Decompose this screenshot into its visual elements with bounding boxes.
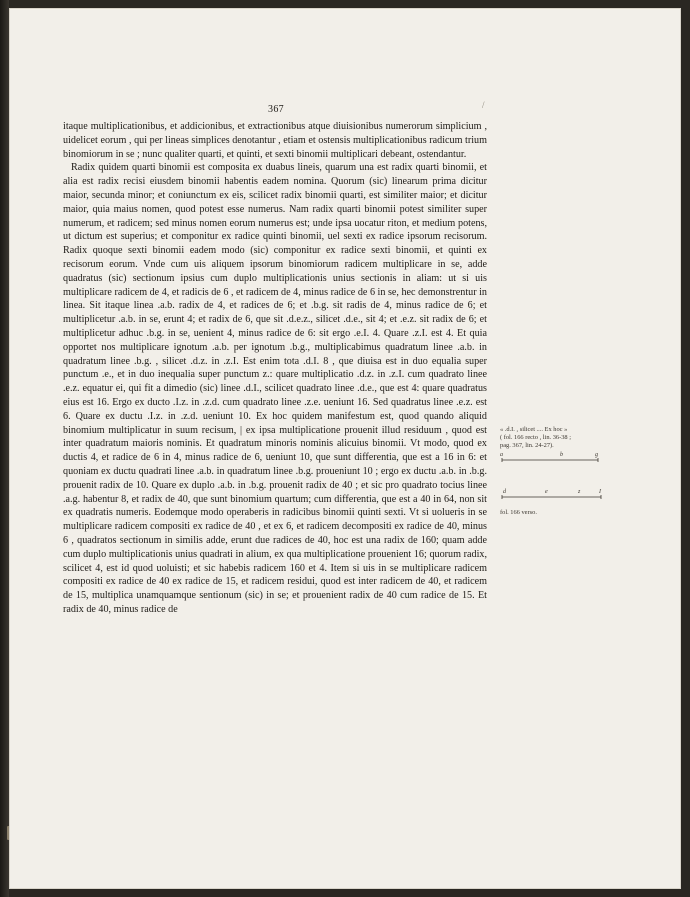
book-binding [0,0,9,897]
margin-note-reference [500,426,604,450]
figure-label-g: g [595,452,598,458]
margin-note-line-3: pag. 367, lin. 24-27). [500,442,554,449]
margin-note-line-2: ( fol. 166 recto , lin. 36-38 ; [500,434,571,441]
figure-label-z: z [578,489,581,495]
margin-note-line-1: « .d.I. , silicet .... Ex hoc » [500,426,568,433]
paragraph-1: itaque multiplicationibus, et addicionibus, et extractionibus atque diuisionibus numerorum simplicium , uidelicet eorum , qui per lineas simplices denotantur , etiam et ostensis multiplicationibus radicum trium binomiorum in se ; nunc qualiter quarti, et quinti, et sexti binomii multiplicari debeant, ostendantur. [63,121,487,160]
figure-label-e: e [545,489,548,495]
main-text-column [63,120,487,617]
paragraph-2: Radix quidem quarti binomii est composita ex duabus lineis, quarum una est radix quarti binomii, et alia est radix recisi eiusdem binomii habentis eadem nomina. Quorum (sic) linearum prima dicitur maior, secunda minor; et coniunctum ex eis, scilicet radix binomii quarti, est similiter maior; et dicitur maior, quia maius nomen, quod potest esse numerus. Nam radix quarti binomii potest similiter super numerum, et radicem; sed minus nomen eorum numerus est; unde ipsa uocatur riton, et medium potens, ut dictum est superius; et componitur ex radice quinti binomii, uel sexti ex radice ipsorum recisorum. Radix quoque sexti binomii eadem modo (sic) componitur ex radice sexti binomii, et quinti ex recisorum eorum. Vnde cum uis aliquem ipsorum binomiorum radicem multiplicare in se, adde quadratus (sic) sectionum ipsius cum duplo multiplicationis unius sectionis in aliam: ut si uis multiplicare radicem de 4, et radicis de 6 , et radicem de 4, minus radice de 6 in se, hec demonstrentur in linea. Sit itaque linea .a.b. radix de 4, et radices de 6; et .b.g. sit radis de 4, minus radice de 6; et multiplicetur .a.b. in se, erunt 4; et radix de 6, que sit .d.e.z., silicet .d.e., sit 4; et .e.z. sit radix de 6; et multiplicetur adhuc .b.g. in se, uenient 4, minus radice de 6: sit ergo .e.I. 4. Quare .z.I. est 4. Et quia opportet nos multiplicare ignotum .a.b. per ignotum .b.g., multiplicabimus quadratum linee .a.b. in quadratum linee .b.g. , silicet .d.z. in .z.I. Est enim tota .d.I. 8 , que diuisa est in duo equalia super punctum .e., et in duo inequalia super punctum z.: quare multiplicatio .d.z. in .z.I. cum quadrato linee .e.z. equatur ei, qui fit a dimedio (sic) linee .d.I., scilicet quadrato linee .d.e., que est 4: quare quadratus eius est 16. Ergo ex ducto .I.z. in .z.d. cum quadrato linee .z.e. ueniunt 16. Sed quadratus linee .e.z. est 6. Quare ex ductu .I.z. in .z.d. ueniunt 10. Ex hoc quidem manifestum est, quod quando aliquid binomium multiplicatur in suum recisum, | ex ipsa multiplicatione prouenit illud residuum , quod est inter quadratum maioris nominis. Et quadratum minoris nominis alicuius binomii. Vt modo, quod ex ductis 4, et radice de 6 in 4, minus radice de 6, ueniunt 10, que sunt differentia, que est a 16 in 6: et quoniam ex ductu quadrati linee .a.b. in quadratum linee .b.g. proueniunt 10 ; ergo ex ductu .a.b. in .b.g. prouenit radix de 10. Quare ex duplo .a.b. in .b.g. prouenit radix de 40 ; et sic pro quadrato tocius linee .a.g. habentur 8, et radix de 40, que sunt binomium quartum; cum differentia, que est a 40 in 64, non sit ex quadratis numeris. Eodemque modo operaberis in radicibus binomii quinti sexti. Vt si uolueris in se multiplicare radicem compositi ex radice de 40 , et ex 6, et radicem decompositi ex radice de 40, minus 6 , quadratos sectionum in similis adde, erunt due radices de 40, hoc est una radix de 160; quam adde cum duplo multiplicationis unius quadrati in alium, ex qua multiplicatione prouenient 16; quorum radix, scilicet 4, est id quod uoluisti; et sic habebis radicem 160 et 4. Item si uis in se multiplicare radicem compositi ex radice de 40 ex radice de 15, et radicem residui, quod est inter radicem de 40, et radicem de 15, multiplica unamquamque sentionum (sic) in se; et prouenient radix de 40 cum radice de 15. Et radix de 40, minus radice de [63,162,487,615]
corner-mark: / [482,100,485,110]
figure-label-i: I [599,489,601,495]
figure-line-abg [500,449,610,467]
figure-label-d: d [503,489,506,495]
figure-line-dezi [500,486,610,504]
page-number: 367 [268,104,284,115]
figure-label-b: b [560,452,563,458]
figure-label-a: a [500,452,503,458]
margin-note-folio: fol. 166 verso. [500,509,537,516]
